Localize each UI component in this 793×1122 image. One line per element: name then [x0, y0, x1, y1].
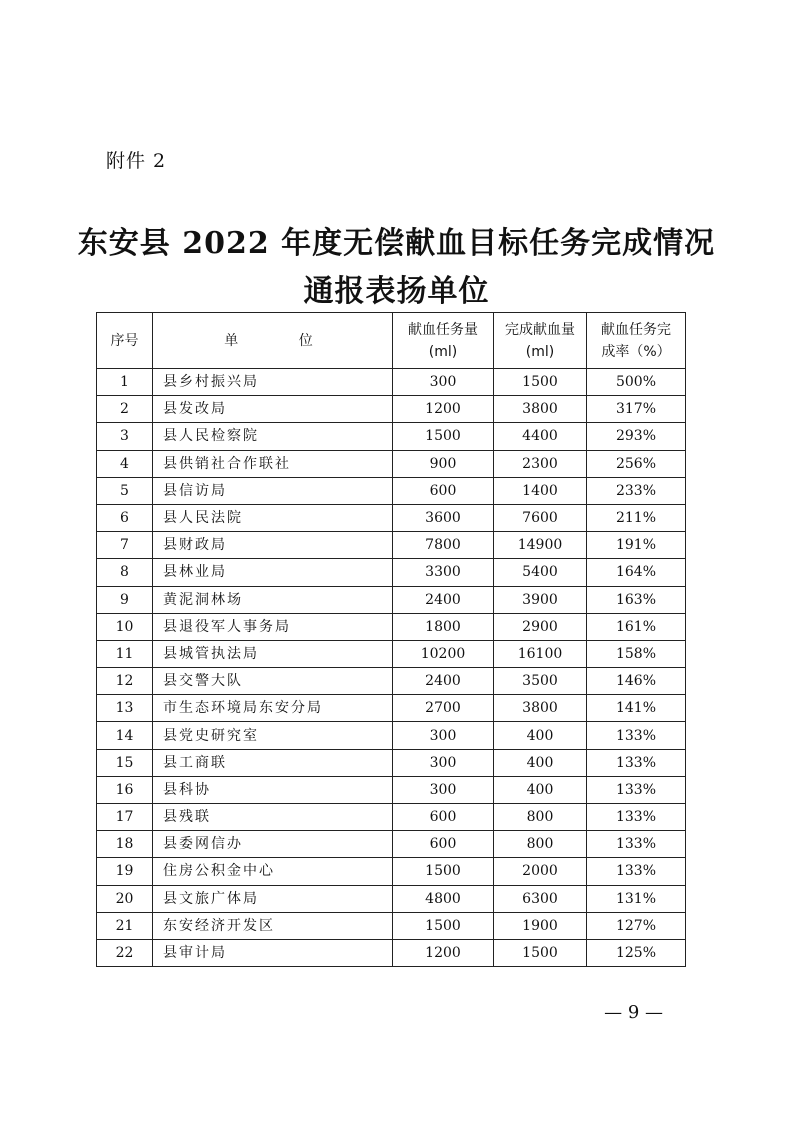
cell-seq: 11: [97, 640, 153, 667]
cell-done: 800: [494, 804, 587, 831]
cell-unit: 县林业局: [153, 559, 393, 586]
cell-rate: 133%: [587, 722, 686, 749]
table-row: [97, 912, 686, 939]
table-row: [97, 858, 686, 885]
table-row: [97, 423, 686, 450]
cell-done: 400: [494, 722, 587, 749]
cell-rate: 256%: [587, 450, 686, 477]
attachment-label: 附件 2: [106, 150, 167, 172]
cell-seq: 7: [97, 532, 153, 559]
cell-unit: 县残联: [153, 804, 393, 831]
cell-unit: 县财政局: [153, 532, 393, 559]
header-task-line1: 献血任务量: [408, 321, 478, 338]
cell-task: 1500: [393, 858, 494, 885]
cell-rate: 127%: [587, 912, 686, 939]
cell-task: 2700: [393, 695, 494, 722]
header-rate-line2: 成率（%）: [601, 343, 671, 360]
cell-unit: 县发改局: [153, 396, 393, 423]
cell-task: 300: [393, 369, 494, 396]
cell-task: 300: [393, 749, 494, 776]
table-row: [97, 396, 686, 423]
cell-task: 2400: [393, 668, 494, 695]
cell-task: 4800: [393, 885, 494, 912]
cell-task: 900: [393, 450, 494, 477]
table-row: [97, 776, 686, 803]
cell-seq: 21: [97, 912, 153, 939]
cell-done: 400: [494, 749, 587, 776]
header-seq: 序号: [97, 313, 153, 369]
cell-done: 1400: [494, 477, 587, 504]
cell-rate: 133%: [587, 776, 686, 803]
cell-seq: 19: [97, 858, 153, 885]
cell-task: 1500: [393, 423, 494, 450]
table-row: [97, 804, 686, 831]
cell-unit: 县人民法院: [153, 504, 393, 531]
cell-unit: 县科协: [153, 776, 393, 803]
cell-done: 1500: [494, 369, 587, 396]
cell-seq: 20: [97, 885, 153, 912]
cell-task: 1200: [393, 939, 494, 966]
table-row: [97, 831, 686, 858]
cell-rate: 125%: [587, 939, 686, 966]
table-row: [97, 477, 686, 504]
cell-unit: 县信访局: [153, 477, 393, 504]
cell-seq: 13: [97, 695, 153, 722]
cell-seq: 4: [97, 450, 153, 477]
cell-done: 7600: [494, 504, 587, 531]
table-row: [97, 695, 686, 722]
cell-task: 3300: [393, 559, 494, 586]
cell-task: 600: [393, 831, 494, 858]
cell-task: 300: [393, 776, 494, 803]
cell-rate: 146%: [587, 668, 686, 695]
cell-done: 2300: [494, 450, 587, 477]
cell-unit: 县乡村振兴局: [153, 369, 393, 396]
table-row: [97, 668, 686, 695]
cell-rate: 158%: [587, 640, 686, 667]
table-row: [97, 885, 686, 912]
cell-rate: 293%: [587, 423, 686, 450]
table-row: [97, 749, 686, 776]
header-task: [393, 313, 494, 369]
cell-rate: 211%: [587, 504, 686, 531]
cell-task: 10200: [393, 640, 494, 667]
cell-done: 4400: [494, 423, 587, 450]
table-row: [97, 559, 686, 586]
cell-seq: 3: [97, 423, 153, 450]
cell-seq: 16: [97, 776, 153, 803]
cell-task: 2400: [393, 586, 494, 613]
cell-task: 300: [393, 722, 494, 749]
cell-seq: 6: [97, 504, 153, 531]
cell-unit: 住房公积金中心: [153, 858, 393, 885]
cell-rate: 191%: [587, 532, 686, 559]
cell-done: 14900: [494, 532, 587, 559]
cell-done: 2900: [494, 613, 587, 640]
cell-seq: 10: [97, 613, 153, 640]
cell-done: 16100: [494, 640, 587, 667]
document-title: 东安县 2022 年度无偿献血目标任务完成情况: [77, 226, 716, 261]
table-row: [97, 532, 686, 559]
table-body: [97, 369, 686, 967]
table-row: [97, 939, 686, 966]
cell-rate: 163%: [587, 586, 686, 613]
cell-done: 6300: [494, 885, 587, 912]
cell-done: 1900: [494, 912, 587, 939]
commendation-table: [96, 312, 686, 967]
cell-done: 400: [494, 776, 587, 803]
cell-task: 3600: [393, 504, 494, 531]
cell-rate: 133%: [587, 831, 686, 858]
cell-done: 3800: [494, 695, 587, 722]
table-row: [97, 586, 686, 613]
document-subtitle: 通报表扬单位: [303, 274, 490, 309]
page-number: — 9 —: [604, 1002, 663, 1023]
cell-unit: 县文旅广体局: [153, 885, 393, 912]
cell-seq: 22: [97, 939, 153, 966]
table-row: [97, 640, 686, 667]
cell-seq: 8: [97, 559, 153, 586]
cell-rate: 164%: [587, 559, 686, 586]
cell-seq: 5: [97, 477, 153, 504]
header-task-line2: (ml): [428, 343, 458, 360]
cell-task: 1500: [393, 912, 494, 939]
cell-unit: 县党史研究室: [153, 722, 393, 749]
cell-seq: 18: [97, 831, 153, 858]
cell-rate: 500%: [587, 369, 686, 396]
cell-unit: 县退役军人事务局: [153, 613, 393, 640]
header-rate: [587, 313, 686, 369]
cell-unit: 县审计局: [153, 939, 393, 966]
cell-unit: 县交警大队: [153, 668, 393, 695]
cell-rate: 131%: [587, 885, 686, 912]
cell-task: 7800: [393, 532, 494, 559]
cell-done: 3800: [494, 396, 587, 423]
cell-seq: 14: [97, 722, 153, 749]
cell-seq: 1: [97, 369, 153, 396]
cell-done: 3900: [494, 586, 587, 613]
table-row: [97, 450, 686, 477]
cell-done: 5400: [494, 559, 587, 586]
table-row: [97, 504, 686, 531]
cell-unit: 东安经济开发区: [153, 912, 393, 939]
header-unit: 单 位: [153, 313, 393, 369]
cell-rate: 133%: [587, 749, 686, 776]
cell-rate: 141%: [587, 695, 686, 722]
cell-done: 800: [494, 831, 587, 858]
cell-rate: 233%: [587, 477, 686, 504]
cell-unit: 县人民检察院: [153, 423, 393, 450]
cell-done: 1500: [494, 939, 587, 966]
cell-rate: 317%: [587, 396, 686, 423]
table-row: [97, 722, 686, 749]
cell-rate: 161%: [587, 613, 686, 640]
table-row: [97, 369, 686, 396]
cell-unit: 市生态环境局东安分局: [153, 695, 393, 722]
cell-task: 600: [393, 804, 494, 831]
cell-task: 1200: [393, 396, 494, 423]
cell-rate: 133%: [587, 858, 686, 885]
cell-rate: 133%: [587, 804, 686, 831]
cell-seq: 15: [97, 749, 153, 776]
cell-unit: 县城管执法局: [153, 640, 393, 667]
header-done-line2: (ml): [525, 343, 555, 360]
cell-seq: 9: [97, 586, 153, 613]
cell-seq: 17: [97, 804, 153, 831]
header-done-line1: 完成献血量: [505, 321, 575, 338]
header-done: [494, 313, 587, 369]
cell-seq: 2: [97, 396, 153, 423]
cell-seq: 12: [97, 668, 153, 695]
cell-unit: 县委网信办: [153, 831, 393, 858]
table-header-row: [97, 313, 686, 369]
table-row: [97, 613, 686, 640]
cell-unit: 县工商联: [153, 749, 393, 776]
cell-done: 3500: [494, 668, 587, 695]
cell-done: 2000: [494, 858, 587, 885]
cell-task: 1800: [393, 613, 494, 640]
cell-task: 600: [393, 477, 494, 504]
cell-unit: 县供销社合作联社: [153, 450, 393, 477]
cell-unit: 黄泥洞林场: [153, 586, 393, 613]
header-rate-line1: 献血任务完: [601, 321, 671, 338]
